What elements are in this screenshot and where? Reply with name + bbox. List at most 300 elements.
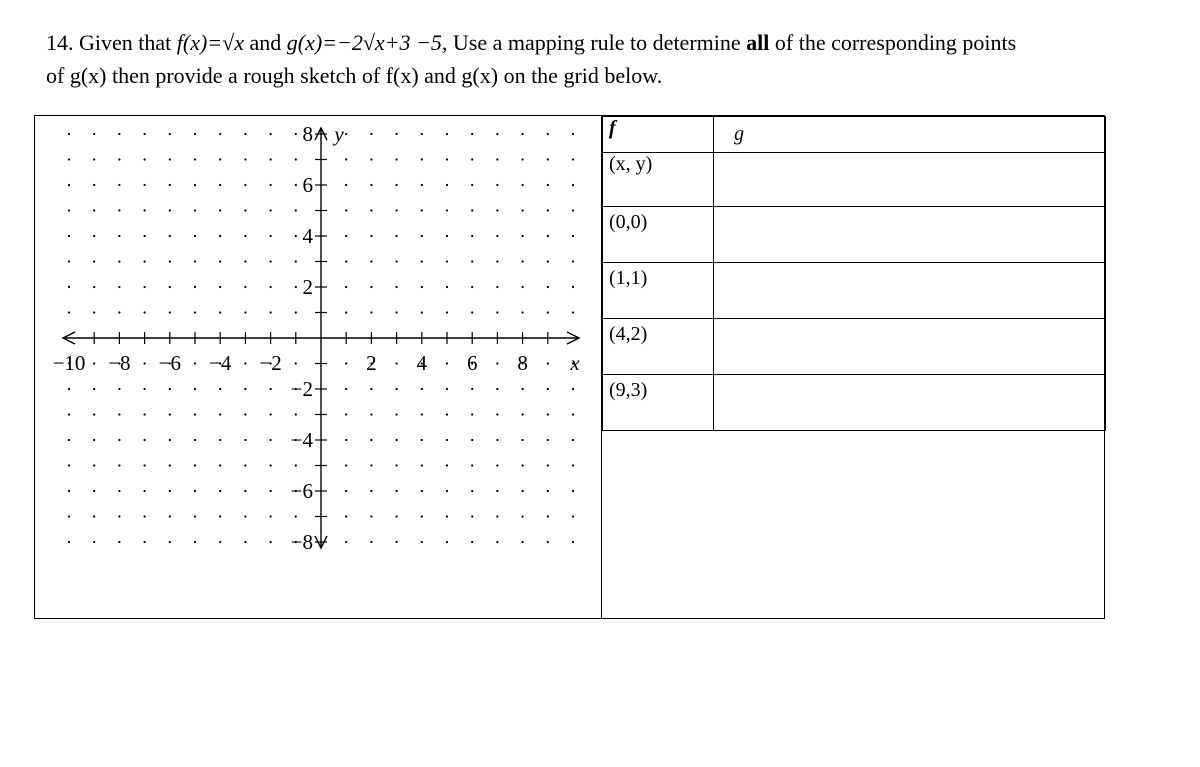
grid-dot xyxy=(169,515,171,517)
grid-dot xyxy=(244,311,246,313)
grid-dot xyxy=(194,388,196,390)
grid-dot xyxy=(471,184,473,186)
f-header: f xyxy=(603,117,714,153)
grid-dot xyxy=(471,209,473,211)
y-tick-label: 8 xyxy=(302,122,313,146)
f-point: (9,3) xyxy=(609,379,648,402)
grid-dot xyxy=(270,184,272,186)
grid-dot xyxy=(295,362,297,364)
instruction-post: of the corresponding points xyxy=(774,30,1017,55)
grid-dot xyxy=(370,286,372,288)
grid-dot xyxy=(194,464,196,466)
grid-dot xyxy=(219,413,221,415)
grid-dot xyxy=(270,260,272,262)
grid-dot xyxy=(194,209,196,211)
grid-dot xyxy=(345,490,347,492)
grid-dot xyxy=(93,235,95,237)
grid-dot xyxy=(345,413,347,415)
grid-dot xyxy=(244,286,246,288)
grid-dot xyxy=(219,209,221,211)
grid-dot xyxy=(68,184,70,186)
grid-dot xyxy=(522,158,524,160)
grid-dot xyxy=(572,311,574,313)
grid-dot xyxy=(295,209,297,211)
grid-dot xyxy=(169,311,171,313)
grid-dot xyxy=(68,286,70,288)
grid-dot xyxy=(471,235,473,237)
grid-dot xyxy=(496,362,498,364)
grid-dot xyxy=(118,158,120,160)
grid-dot xyxy=(219,515,221,517)
grid-dot xyxy=(370,235,372,237)
grid-dot xyxy=(471,541,473,543)
f-point: (0,0) xyxy=(609,211,648,234)
grid-dot xyxy=(496,311,498,313)
grid-dot xyxy=(547,286,549,288)
grid-dot xyxy=(219,260,221,262)
grid-dot xyxy=(547,413,549,415)
grid-dot xyxy=(572,413,574,415)
x-tick-label: −4 xyxy=(209,351,232,375)
g-point-cell[interactable] xyxy=(714,375,1106,431)
grid-dot xyxy=(421,260,423,262)
grid-dot xyxy=(496,490,498,492)
grid-dot xyxy=(572,515,574,517)
grid-dot xyxy=(496,260,498,262)
g-point-cell[interactable] xyxy=(714,207,1106,263)
grid-dot xyxy=(93,209,95,211)
grid-dot xyxy=(68,490,70,492)
x-tick-label: −2 xyxy=(259,351,282,375)
grid-dot xyxy=(118,439,120,441)
f-point: (x, y) xyxy=(609,152,653,175)
grid-dot xyxy=(572,184,574,186)
grid-dot xyxy=(572,235,574,237)
grid-dot xyxy=(169,286,171,288)
grid-dot xyxy=(471,133,473,135)
grid-dot xyxy=(522,388,524,390)
grid-dot xyxy=(572,388,574,390)
grid-dot xyxy=(396,413,398,415)
grid-dot xyxy=(144,235,146,237)
grid-dot xyxy=(194,362,196,364)
table-row xyxy=(603,319,1106,375)
grid-dot xyxy=(370,158,372,160)
grid-dot xyxy=(118,388,120,390)
grid-dot xyxy=(144,362,146,364)
grid-dot xyxy=(522,464,524,466)
grid-dot xyxy=(169,388,171,390)
grid-dot xyxy=(169,260,171,262)
grid-dot xyxy=(93,362,95,364)
grid-dot xyxy=(68,541,70,543)
grid-dot xyxy=(219,286,221,288)
grid-dot xyxy=(396,515,398,517)
grid-dot xyxy=(68,515,70,517)
grid-dot xyxy=(194,515,196,517)
grid-dot xyxy=(396,541,398,543)
grid-dot xyxy=(219,464,221,466)
grid-dot xyxy=(244,209,246,211)
grid-dot xyxy=(496,235,498,237)
grid-dot xyxy=(522,311,524,313)
grid-dot xyxy=(144,311,146,313)
grid-dot xyxy=(370,260,372,262)
grid-dot xyxy=(547,541,549,543)
grid-dot xyxy=(496,464,498,466)
grid-dot xyxy=(68,209,70,211)
grid-dot xyxy=(547,209,549,211)
grid-dot xyxy=(295,413,297,415)
grid-dot xyxy=(446,362,448,364)
grid-dot xyxy=(370,439,372,441)
grid-dot xyxy=(93,311,95,313)
grid-dot xyxy=(144,158,146,160)
grid-dot xyxy=(446,439,448,441)
table-row xyxy=(603,263,1106,319)
grid-dot xyxy=(396,184,398,186)
grid-dot xyxy=(219,439,221,441)
grid-dot xyxy=(370,515,372,517)
grid-dot xyxy=(572,158,574,160)
grid-dot xyxy=(396,209,398,211)
grid-dot xyxy=(522,286,524,288)
grid-dot xyxy=(421,413,423,415)
grid-dot xyxy=(93,541,95,543)
grid-dot xyxy=(471,286,473,288)
x-axis-label: x xyxy=(570,351,580,375)
grid-dot xyxy=(345,286,347,288)
grid-dot xyxy=(396,133,398,135)
grid-dot xyxy=(345,311,347,313)
grid-dot xyxy=(522,260,524,262)
grid-dot xyxy=(446,515,448,517)
grid-dot xyxy=(547,362,549,364)
grid-dot xyxy=(547,184,549,186)
grid-dot xyxy=(219,184,221,186)
grid-dot xyxy=(118,490,120,492)
grid-dot xyxy=(194,286,196,288)
grid-dot xyxy=(219,541,221,543)
grid-dot xyxy=(370,184,372,186)
grid-dot xyxy=(270,235,272,237)
grid-dot xyxy=(572,541,574,543)
grid-dot xyxy=(68,413,70,415)
grid-dot xyxy=(547,133,549,135)
grid-dot xyxy=(345,209,347,211)
grid-dot xyxy=(471,413,473,415)
grid-dot xyxy=(547,260,549,262)
y-tick-label: −6 xyxy=(290,479,313,503)
grid-dot xyxy=(496,388,498,390)
grid-dot xyxy=(471,464,473,466)
x-tick-label: −8 xyxy=(108,351,131,375)
grid-dot xyxy=(169,490,171,492)
grid-dot xyxy=(270,439,272,441)
g-point-cell[interactable] xyxy=(714,152,1106,207)
grid-dot xyxy=(194,184,196,186)
grid-dot xyxy=(144,209,146,211)
grid-dot xyxy=(68,158,70,160)
f-definition: f(x)=√x xyxy=(176,30,244,55)
points-table xyxy=(602,116,1106,431)
grid-dot xyxy=(345,184,347,186)
grid-dot xyxy=(169,184,171,186)
table-row xyxy=(603,207,1106,263)
question-intro: Given that xyxy=(79,30,172,55)
grid-dot xyxy=(370,388,372,390)
grid-dot xyxy=(68,439,70,441)
grid-dot xyxy=(547,311,549,313)
grid-dot xyxy=(270,209,272,211)
y-tick-label: 6 xyxy=(302,173,313,197)
grid-dot xyxy=(194,541,196,543)
grid-dot xyxy=(547,464,549,466)
grid-dot xyxy=(270,158,272,160)
grid-dot xyxy=(496,286,498,288)
grid-dot xyxy=(421,541,423,543)
grid-dot xyxy=(194,133,196,135)
grid-dot xyxy=(547,388,549,390)
grid-dot xyxy=(144,439,146,441)
grid-dot xyxy=(93,413,95,415)
grid-dot xyxy=(446,260,448,262)
grid-dot xyxy=(144,184,146,186)
grid-dot xyxy=(93,515,95,517)
grid-dot xyxy=(93,439,95,441)
grid-dot xyxy=(118,235,120,237)
grid-dot xyxy=(118,260,120,262)
grid-dot xyxy=(471,515,473,517)
f-point: (1,1) xyxy=(609,267,648,290)
grid-dot xyxy=(496,158,498,160)
grid-dot xyxy=(547,158,549,160)
grid-dot xyxy=(421,515,423,517)
grid-dot xyxy=(396,286,398,288)
grid-dot xyxy=(547,439,549,441)
grid-dot xyxy=(68,235,70,237)
grid-dot xyxy=(421,490,423,492)
grid-dot xyxy=(68,133,70,135)
grid-dot xyxy=(144,464,146,466)
grid-dot xyxy=(144,388,146,390)
grid-dot xyxy=(396,235,398,237)
grid-dot xyxy=(446,235,448,237)
grid-dot xyxy=(244,133,246,135)
grid-dot xyxy=(496,413,498,415)
grid-dot xyxy=(522,515,524,517)
grid-dot xyxy=(572,260,574,262)
grid-dot xyxy=(446,490,448,492)
grid-dot xyxy=(345,388,347,390)
grid-dot xyxy=(522,133,524,135)
grid-dot xyxy=(446,209,448,211)
grid-dot xyxy=(421,286,423,288)
grid-dot xyxy=(421,158,423,160)
grid-dot xyxy=(144,286,146,288)
grid-dot xyxy=(118,515,120,517)
grid-dot xyxy=(270,388,272,390)
grid-dot xyxy=(93,464,95,466)
grid-dot xyxy=(547,235,549,237)
grid-dot xyxy=(421,388,423,390)
grid-dot xyxy=(421,439,423,441)
grid-dot xyxy=(446,184,448,186)
grid-dot xyxy=(446,541,448,543)
grid-dot xyxy=(496,515,498,517)
y-tick-label: −8 xyxy=(290,530,313,554)
grid-dot xyxy=(194,490,196,492)
f-point: (4,2) xyxy=(609,323,648,346)
grid-dot xyxy=(244,362,246,364)
grid-dot xyxy=(244,184,246,186)
grid-dot xyxy=(345,541,347,543)
grid-dot xyxy=(496,439,498,441)
grid-dot xyxy=(244,388,246,390)
grid-dot xyxy=(396,311,398,313)
grid-dot xyxy=(446,388,448,390)
g-header: g xyxy=(714,117,1106,153)
grid-dot xyxy=(421,311,423,313)
grid-dot xyxy=(93,286,95,288)
grid-dot xyxy=(244,158,246,160)
x-tick-label: 8 xyxy=(517,351,528,375)
grid-dot xyxy=(370,541,372,543)
grid-dot xyxy=(68,388,70,390)
grid-dot xyxy=(118,209,120,211)
grid-dot xyxy=(244,413,246,415)
grid-dot xyxy=(572,490,574,492)
g-point-cell[interactable] xyxy=(714,263,1106,319)
grid-dot xyxy=(345,133,347,135)
grid-dot xyxy=(370,311,372,313)
grid-dot xyxy=(68,311,70,313)
table-row xyxy=(603,152,1106,207)
grid-dot xyxy=(169,235,171,237)
grid-dot xyxy=(169,413,171,415)
grid-dot xyxy=(370,133,372,135)
grid-dot xyxy=(194,413,196,415)
grid-dot xyxy=(345,439,347,441)
grid-dot xyxy=(169,541,171,543)
grid-dot xyxy=(572,286,574,288)
y-tick-label: 4 xyxy=(302,224,313,248)
grid-dot xyxy=(219,311,221,313)
table-header-row xyxy=(603,117,1106,153)
grid-dot xyxy=(270,464,272,466)
grid-dot xyxy=(169,209,171,211)
grid-dot xyxy=(169,133,171,135)
grid-dot xyxy=(446,133,448,135)
grid-dot xyxy=(572,133,574,135)
grid-dot xyxy=(194,439,196,441)
grid-dot xyxy=(270,515,272,517)
grid-dot xyxy=(421,235,423,237)
grid-dot xyxy=(522,490,524,492)
grid-dot xyxy=(370,209,372,211)
x-tick-label: −10 xyxy=(52,351,86,375)
instruction-pre: Use a mapping rule to determine xyxy=(452,30,741,55)
grid-dot xyxy=(446,158,448,160)
question-number: 14. xyxy=(46,30,74,55)
grid-dot xyxy=(118,541,120,543)
grid-dot xyxy=(118,311,120,313)
grid-dot xyxy=(144,413,146,415)
grid-dot xyxy=(295,311,297,313)
grid-dot xyxy=(93,388,95,390)
grid-dot xyxy=(270,311,272,313)
grid-dot xyxy=(522,439,524,441)
grid-dot xyxy=(471,311,473,313)
y-tick-label: −2 xyxy=(290,377,313,401)
grid-dot xyxy=(345,260,347,262)
grid-dot xyxy=(244,439,246,441)
grid-dot xyxy=(421,133,423,135)
y-axis-label: y xyxy=(334,122,344,146)
grid-dot xyxy=(118,464,120,466)
g-definition: g(x)=−2√x+3 −5, xyxy=(286,30,448,55)
grid-dot xyxy=(219,235,221,237)
grid-dot xyxy=(446,413,448,415)
grid-dot xyxy=(572,439,574,441)
grid-dot xyxy=(93,158,95,160)
grid-dot xyxy=(370,490,372,492)
grid-dot xyxy=(396,464,398,466)
grid-dot xyxy=(370,413,372,415)
grid-dot xyxy=(194,235,196,237)
grid-dot xyxy=(471,388,473,390)
grid-dot xyxy=(471,490,473,492)
x-tick-label: 4 xyxy=(416,351,428,375)
y-tick-label: −4 xyxy=(290,428,313,452)
grid-dot xyxy=(295,133,297,135)
grid-dot xyxy=(345,515,347,517)
question-line-2: of g(x) then provide a rough sketch of f(x) and g(x) on the grid below. xyxy=(46,63,663,88)
grid-dot xyxy=(144,515,146,517)
grid-dot xyxy=(396,362,398,364)
g-point-cell[interactable] xyxy=(714,319,1106,375)
grid-dot xyxy=(93,184,95,186)
grid-dot xyxy=(169,464,171,466)
table-row xyxy=(603,375,1106,431)
grid-dot xyxy=(572,464,574,466)
grid-dot xyxy=(144,133,146,135)
grid-dot xyxy=(345,362,347,364)
grid-dot xyxy=(93,133,95,135)
and-word: and xyxy=(249,30,282,55)
grid-dot xyxy=(496,133,498,135)
grid-dot xyxy=(295,184,297,186)
grid-dot xyxy=(345,235,347,237)
grid-dot xyxy=(295,235,297,237)
grid-dot xyxy=(169,439,171,441)
grid-dot xyxy=(219,158,221,160)
grid-dot xyxy=(270,133,272,135)
grid-dot xyxy=(370,464,372,466)
grid-dot xyxy=(421,209,423,211)
grid-dot xyxy=(446,286,448,288)
grid-dot xyxy=(547,515,549,517)
grid-dot xyxy=(68,260,70,262)
grid-dot xyxy=(244,490,246,492)
grid-dot xyxy=(446,311,448,313)
grid-dot xyxy=(295,464,297,466)
grid-dot xyxy=(421,184,423,186)
grid-dot xyxy=(522,184,524,186)
grid-dot xyxy=(169,158,171,160)
grid-dot xyxy=(446,464,448,466)
grid-dot xyxy=(295,158,297,160)
